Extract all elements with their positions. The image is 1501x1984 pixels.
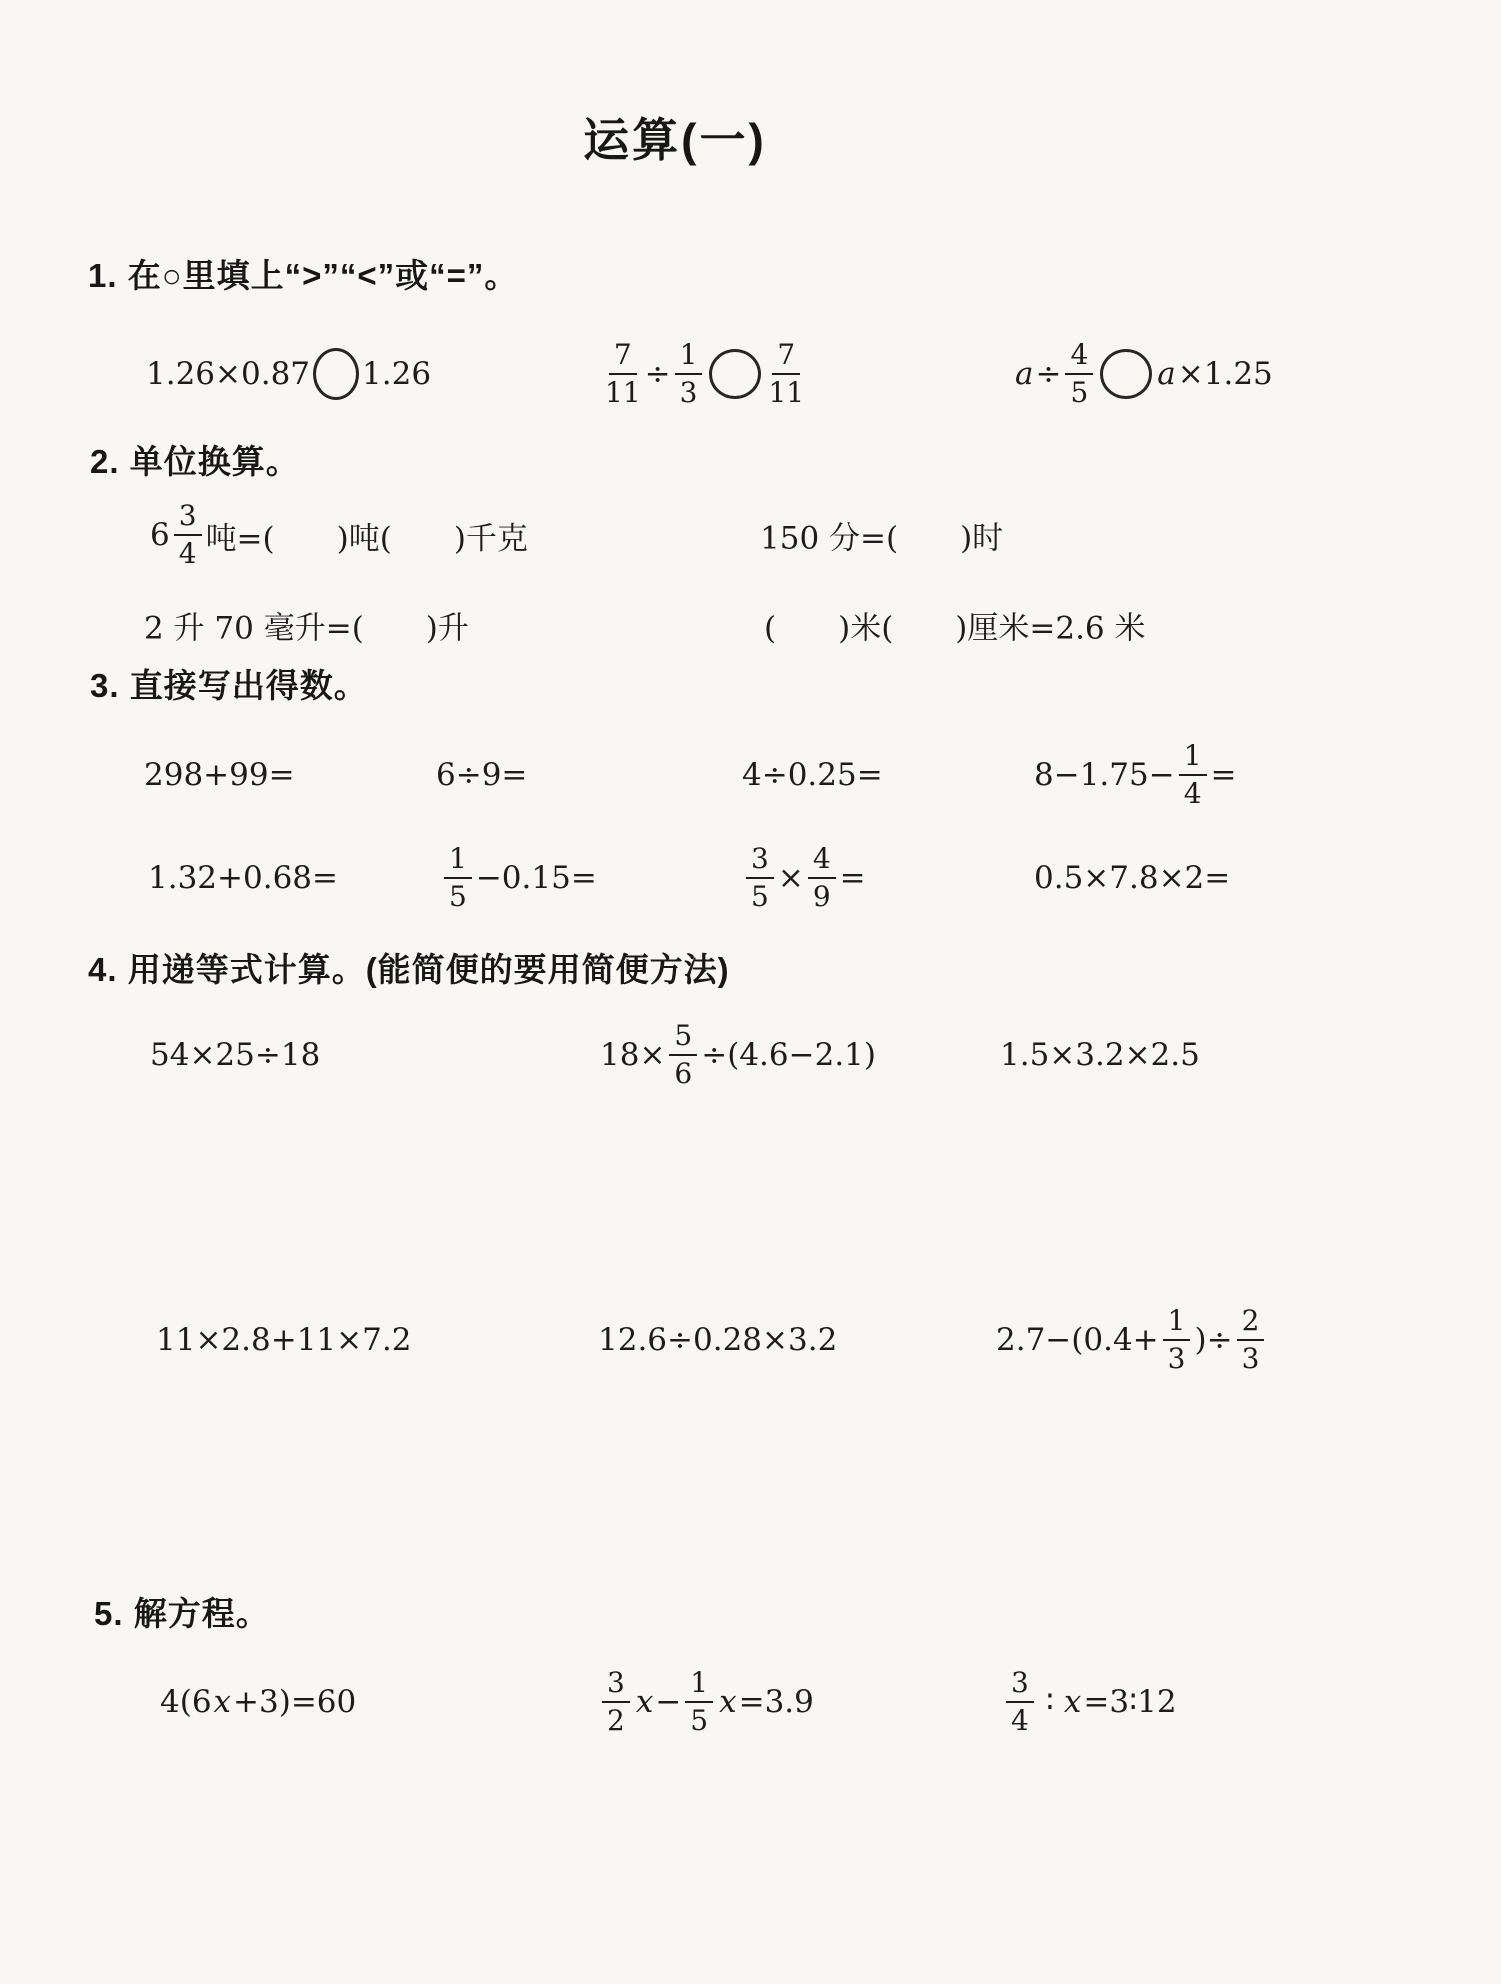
fraction [444, 842, 472, 913]
variable-x: x [1063, 1684, 1082, 1720]
q1-item3 [1013, 338, 1273, 409]
fraction-numerator: 2 [1237, 1307, 1265, 1341]
comparison-circle [1100, 349, 1152, 399]
fraction-denominator: 11 [768, 376, 805, 409]
fraction-numerator: 7 [772, 341, 800, 375]
expression-text: 1.32+0.68= [148, 860, 338, 896]
fraction-denominator: 3 [1167, 1342, 1186, 1375]
expression-text: +3)=60 [233, 1684, 357, 1720]
q4-row2-item3 [996, 1304, 1268, 1375]
q3-heading: 3. 直接写出得数。 [90, 667, 368, 704]
ratio-colon: ∶ [1045, 1684, 1054, 1720]
fraction-denominator: 4 [1183, 777, 1202, 810]
variable-x: x [719, 1684, 737, 1720]
q5-equation1 [160, 1684, 356, 1720]
fraction-denominator: 6 [674, 1057, 693, 1090]
fraction-denominator: 4 [178, 537, 197, 570]
fraction-numerator: 1 [685, 1669, 713, 1703]
divide-operator: ÷ [1035, 356, 1062, 392]
variable-a: a [1015, 356, 1034, 392]
q2-row2-col2-text: ( )米( )厘米=2.6 米 [764, 610, 1146, 647]
fraction-denominator: 5 [690, 1704, 709, 1737]
fraction [768, 338, 805, 409]
expression-text: 6÷9= [436, 757, 528, 793]
q4-row1-item1 [150, 1037, 320, 1073]
q3-row1-item3 [742, 757, 883, 793]
comparison-circle [313, 348, 359, 400]
fraction-numerator: 4 [1065, 341, 1093, 375]
fraction [605, 338, 641, 409]
fraction [808, 842, 836, 913]
fraction [174, 499, 202, 570]
q5-equation3 [1002, 1666, 1177, 1737]
expression-text: 12.6÷0.28×3.2 [598, 1322, 838, 1358]
q2-row2-col1 [144, 603, 469, 648]
expression-text: 298+99= [144, 757, 295, 793]
q2-row2-col2 [764, 603, 1146, 648]
fraction-denominator: 3 [679, 376, 698, 409]
expression-text: 8−1.75− [1034, 757, 1175, 793]
expression-text: 0.5×7.8×2= [1034, 860, 1231, 896]
expression-text: =3.9 [738, 1684, 814, 1720]
fraction [1006, 1666, 1034, 1737]
fraction-numerator: 1 [1179, 742, 1207, 776]
expression-text: 11×2.8+11×7.2 [156, 1322, 412, 1358]
fraction-numerator: 3 [174, 502, 202, 536]
q1-heading: 1. 在○里填上“>”“<”或“=”。 [88, 257, 519, 294]
fraction-numerator: 1 [444, 845, 472, 879]
minus-operator: − [655, 1684, 682, 1720]
expression-text: 4(6 [160, 1684, 212, 1720]
q2-row2-col1-text: 2 升 70 毫升=( )升 [144, 610, 469, 647]
fraction [746, 842, 774, 913]
fraction-denominator: 5 [449, 880, 467, 913]
fraction-denominator: 4 [1011, 1704, 1029, 1737]
mixed-number-integer: 6 [150, 517, 170, 553]
variable-x: x [635, 1684, 654, 1720]
q3-row1-item1 [144, 757, 295, 793]
q1-item1-right: 1.26 [362, 356, 432, 392]
comparison-circle [709, 349, 761, 399]
fraction-numerator: 3 [746, 845, 774, 879]
expression-text: −0.15= [475, 860, 597, 896]
q2-row1-col2-text: 150 分=( )时 [760, 520, 1004, 557]
expression-text: )÷ [1194, 1322, 1233, 1358]
q1-item1-left: 1.26×0.87 [146, 356, 311, 392]
q3-row2-item2 [440, 842, 597, 913]
multiply-operator: × [777, 860, 804, 896]
fraction [685, 1666, 713, 1737]
q3-row2-item1 [148, 860, 338, 896]
fraction-denominator: 9 [812, 880, 831, 913]
expression-text: 4÷0.25= [742, 757, 883, 793]
fraction [602, 1666, 630, 1737]
equals-sign: = [1210, 757, 1237, 793]
expression-text: 2.7−(0.4+ [996, 1322, 1159, 1358]
q5-heading: 5. 解方程。 [94, 1595, 270, 1632]
fraction-numerator: 3 [602, 1669, 630, 1703]
q3-row2-item4 [1034, 860, 1230, 896]
fraction-numerator: 3 [1006, 1669, 1034, 1703]
q4-row2-item1 [156, 1322, 411, 1358]
fraction [1163, 1304, 1191, 1375]
q4-row1-item3 [1000, 1037, 1200, 1073]
q1-item2 [601, 338, 808, 409]
fraction-denominator: 2 [607, 1704, 625, 1737]
q2-row1-col2 [760, 513, 1003, 558]
page-title: 运算(一) [583, 114, 767, 166]
fraction [1237, 1304, 1265, 1375]
fraction [1065, 338, 1093, 409]
fraction [669, 1019, 697, 1090]
q3-row1-item4 [1034, 739, 1237, 810]
expression-text: 54×25÷18 [150, 1037, 321, 1073]
q4-heading: 4. 用递等式计算。(能简便的要用简便方法) [88, 951, 730, 988]
expression-text: 1.5×3.2×2.5 [1000, 1037, 1200, 1073]
expression-text: =3∶12 [1083, 1684, 1177, 1720]
q1-item3-rest: ×1.25 [1177, 356, 1273, 392]
variable-a: a [1157, 356, 1176, 392]
q5-equation2 [598, 1666, 814, 1737]
fraction-denominator: 5 [1070, 376, 1089, 409]
q4-row2-item2 [598, 1322, 837, 1358]
fraction-numerator: 1 [675, 341, 703, 375]
equals-sign: = [839, 860, 866, 896]
fraction-denominator: 11 [605, 376, 641, 409]
q4-row1-item2 [600, 1019, 876, 1090]
q2-row1-col1-text: 吨=( )吨( )千克 [205, 520, 528, 557]
fraction [1179, 739, 1207, 810]
fraction [675, 338, 703, 409]
expression-text: ÷(4.6−2.1) [701, 1037, 876, 1073]
q2-row1-col1 [150, 499, 528, 570]
q3-row1-item2 [436, 757, 527, 793]
fraction-denominator: 3 [1241, 1342, 1260, 1375]
fraction-numerator: 7 [609, 341, 637, 375]
q2-heading: 2. 单位换算。 [90, 443, 300, 480]
variable-x: x [213, 1684, 232, 1720]
q3-row2-item3 [742, 842, 866, 913]
divide-operator: ÷ [644, 356, 671, 392]
fraction-numerator: 4 [808, 845, 836, 879]
expression-text: 18× [600, 1037, 666, 1073]
fraction-numerator: 5 [669, 1022, 697, 1056]
fraction-numerator: 1 [1163, 1307, 1191, 1341]
q1-item1 [146, 348, 431, 400]
fraction-denominator: 5 [751, 880, 769, 913]
